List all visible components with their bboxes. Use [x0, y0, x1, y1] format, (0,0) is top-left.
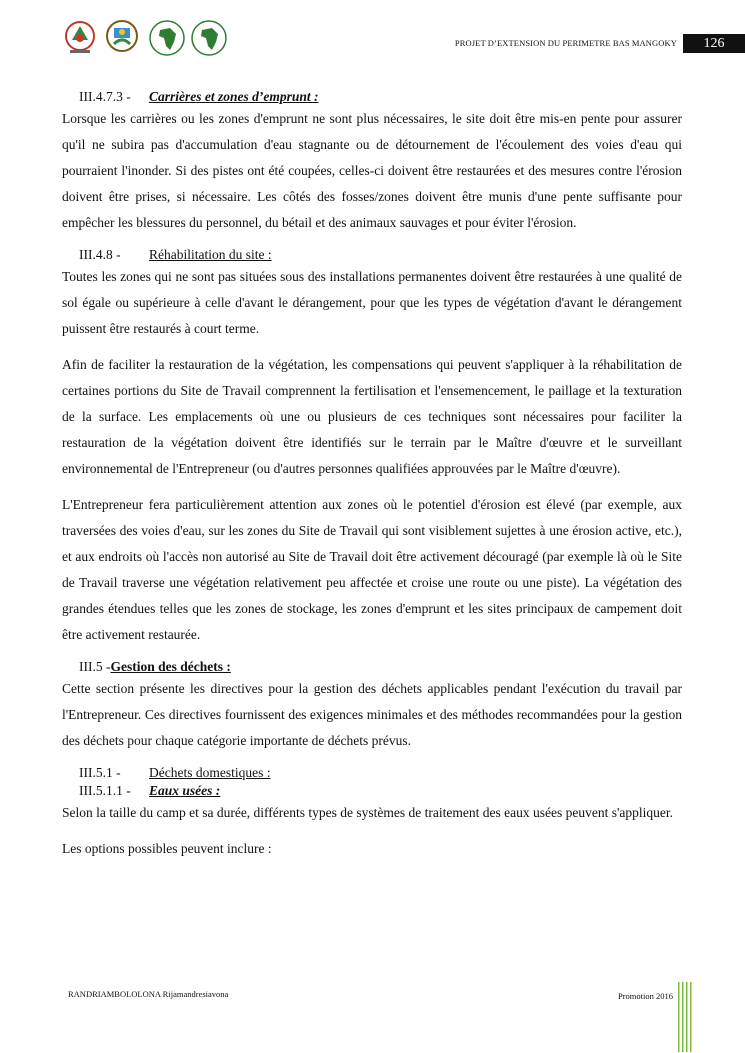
paragraph: Selon la taille du camp et sa durée, différents types de systèmes de traitement des eaux usées peuvent s'appliquer. [62, 805, 673, 820]
university-logo-icon [62, 18, 98, 58]
section-title: Carrières et zones d’emprunt : [149, 89, 319, 104]
paragraph: Afin de faciliter la restauration de la végétation, les compensations qui peuvent s'appliquer à la réhabilitation de certaines portions du Site de Travail comprennent la fertilisation et l'ensemencement, le paillage et la texturation de la surface. Les emplacements où une ou plusieurs de ces techniques sont nécessaires pour faciliter la restauration de la végétation doivent être identifiés sur le terrain par le Maître d'œuvre et le surveillant environnemental de l'Entrepreneur (ou d'autres personnes qualifiées approuvées par le Maître d'œuvre). [62, 357, 682, 476]
section-title: Eaux usées : [149, 783, 221, 798]
section-heading-3-5-1 [79, 764, 682, 782]
footer-decoration-icon [678, 982, 692, 1052]
school-logo-icon [104, 18, 140, 58]
section-number: III.5.1 - [79, 765, 121, 780]
section-heading-3-5 [79, 658, 682, 676]
header-logos [62, 18, 232, 64]
paragraph: Toutes les zones qui ne sont pas situées sous des installations permanentes doivent être restaurées à une qualité de sol égale ou supérieure à celle d'avant le dérangement, pour que les types de végétation d'avant le dérangement puissent être restaurés à court terme. [62, 269, 682, 336]
section-number: III.4.8 - [79, 247, 121, 262]
paragraph: L'Entrepreneur fera particulièrement attention aux zones où le potentiel d'érosion est élevé (par exemple, aux traversées des voies d'eau, sur les zones du Site de Travail qui sont visiblement sujettes à une érosion active, etc.), et aux endroits où l'accès non autorisé au Site de Travail doit être activement découragé (par exemple là où le Site de Travail traverse une végétation relativement peu affectée et croise une route ou une piste). La végétation des grandes étendues telles que les zones de stockage, les zones d'emprunt et les sites principaux de campement doit être activement restaurée. [62, 497, 682, 642]
page-number: 126 [683, 34, 745, 53]
africa-map-logo-2-icon [190, 18, 228, 58]
section-number: III.4.7.3 - [79, 89, 131, 104]
section-number: III.5.1.1 - [79, 783, 131, 798]
africa-map-logo-icon [148, 18, 186, 58]
section-title: Gestion des déchets : [110, 659, 231, 674]
footer-promotion: Promotion 2016 [617, 991, 673, 1001]
paragraph: Cette section présente les directives pour la gestion des déchets applicables pendant l'exécution du travail par l'Entrepreneur. Ces directives fournissent des exigences minimales et des méthodes recommandées pour la gestion des déchets pour chaque catégorie importante de déchets prévus. [62, 681, 682, 748]
footer-author: RANDRIAMBOLOLONA Rijamandresiavona [68, 989, 229, 999]
section-title: Déchets domestiques : [149, 765, 271, 780]
paragraph: Lorsque les carrières ou les zones d'emprunt ne sont plus nécessaires, le site doit être mis-en pente pour assurer qu'il ne subira pas d'accumulation d'eau stagnante ou de détournement de l'écoulement des voies d'eau qui pourraient l'inonder. Si des pistes ont été coupées, celles-ci doivent être restaurées et des mesures contre l'érosion doivent être prises, si nécessaire. Les côtés des fosses/zones doivent être munis d'une pente suffisante pour empêcher les blessures du personnel, du bétail et des animaux sauvages et pour éviter l'érosion. [62, 111, 682, 230]
section-number: III.5 - [79, 659, 111, 674]
section-heading-3-4-8 [79, 246, 682, 264]
section-heading-3-5-1-1 [79, 782, 682, 800]
header-project-title: PROJET D’EXTENSION DU PERIMETRE BAS MANGOKY [454, 38, 677, 48]
section-heading-3-4-7-3 [79, 88, 682, 106]
document-body [62, 88, 682, 862]
section-title: Réhabilitation du site : [149, 247, 272, 262]
paragraph: Les options possibles peuvent inclure : [62, 841, 272, 856]
